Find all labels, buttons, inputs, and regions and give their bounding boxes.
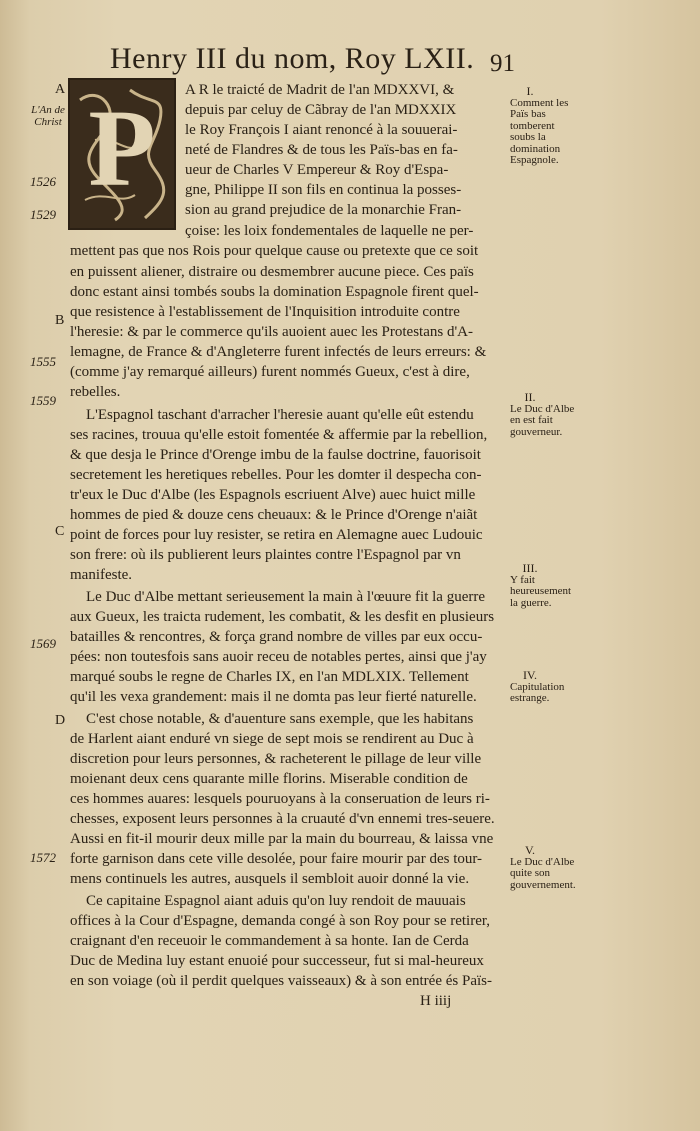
- text-line: & que desja le Prince d'Orenge imbu de la faulse doctrine, fauorisoit: [70, 447, 481, 463]
- svg-text:P: P: [88, 87, 156, 209]
- text-line: Duc de Medina luy estant enuoié pour successeur, fut si mal-heureux: [70, 953, 484, 969]
- note-number: IV.: [522, 668, 538, 682]
- margin-note-year-heading: L'An de Christ: [31, 104, 65, 128]
- text-line: gne, Philippe II son fils en continua la posses-: [185, 182, 462, 198]
- margin-letter-a: A: [55, 82, 66, 97]
- note-text: Le Duc d'Albe quite son gouvernement.: [510, 855, 576, 891]
- text-line: hommes de pied & douze cens cheuaux: & le Prince d'Orenge n'aiãt: [70, 507, 478, 523]
- text-line: aux Gueux, les traicta rudement, les combatit, & les desfit en plusieurs: [70, 609, 495, 625]
- note-number: V.: [524, 843, 536, 857]
- note-number: II.: [524, 390, 536, 404]
- text-line: depuis par celuy de Cãbray de l'an MDXXIX: [185, 102, 457, 118]
- text-line: l'heresie: & par le commerce qu'ils auoient auec les Protestans d'A-: [70, 324, 473, 340]
- text-line: offices à la Cour d'Espagne, demanda congé à son Roy pour se retirer,: [70, 913, 491, 929]
- text-line: qu'il les vexa grandement: mais il ne domta pas leur fierté naturelle.: [70, 689, 477, 705]
- catchword-signature: H iiij: [420, 993, 452, 1009]
- text-line: rebelles.: [70, 384, 121, 400]
- margin-note-1: [510, 86, 580, 167]
- text-line: forte garnison dans cete ville desolée, pour faire mourir par des tour-: [70, 851, 483, 867]
- margin-year: 1555: [30, 354, 56, 369]
- text-line: A R le traicté de Madrit de l'an MDXXVI, &: [185, 82, 455, 98]
- decorated-initial-p: [68, 78, 176, 230]
- text-line: Aussi en fit-il mourir deux mille par la main du bourreau, & laissa vne: [70, 831, 494, 847]
- margin-year: 1572: [30, 850, 56, 865]
- note-text: Comment les Païs bas tomberent soubs la domination Espagnole.: [510, 96, 569, 166]
- margin-year: 1559: [30, 393, 56, 408]
- text-line: Ce capitaine Espagnol aiant aduis qu'on luy rendoit de mauuais: [86, 893, 466, 909]
- text-line: manifeste.: [70, 567, 133, 583]
- margin-note-3: [510, 563, 580, 609]
- note-text: Le Duc d'Albe en est fait gouverneur.: [510, 402, 575, 438]
- text-line: pées: non toutesfois sans auoir receu de notables pertes, ainsi que j'ay: [70, 649, 487, 665]
- text-line: craignant d'en receuoir le commandement à sa honte. Ian de Cerda: [70, 933, 469, 949]
- margin-note-4: [510, 670, 580, 705]
- text-line: lemagne, de France & d'Angleterre furent infectés de leurs erreurs: &: [70, 344, 487, 360]
- text-line: marqué soubs le regne de Charles IX, en l'an MDLXIX. Tellement: [70, 669, 469, 685]
- margin-note-2: [510, 392, 580, 438]
- text-line: discretion pour leurs personnes, & racheterent le pillage de leur ville: [70, 751, 482, 767]
- text-line: neté de Flandres & de tous les Païs-bas en fa-: [185, 142, 458, 158]
- running-title: Henry III du nom, Roy LXII.: [110, 42, 475, 75]
- text-line: en son voiage (où il perdit quelques vaisseaux) & à son entrée és Païs-: [70, 973, 492, 989]
- text-line: mettent pas que nos Rois pour quelque cause ou pretexte que ce soit: [70, 243, 479, 259]
- text-line: ses racines, trouua qu'elle estoit fomentée & affermie par la rebellion,: [70, 427, 488, 443]
- text-line: secretement les heretiques rebelles. Pour les domter il despecha con-: [70, 467, 482, 483]
- margin-note-5: [510, 845, 580, 891]
- margin-year: 1526: [30, 174, 56, 189]
- text-line: çoise: les loix fondementales de laquelle ne per-: [185, 223, 474, 239]
- text-line: de Harlent aiant enduré vn siege de sept mois se rendirent au Duc à: [70, 731, 474, 747]
- margin-letter-c: C: [55, 524, 65, 539]
- text-line: moienant deux cens quarante mille florins. Miserable condition de: [70, 771, 468, 787]
- text-line: point de forces pour luy resister, se retira en Alemagne auec Ludouic: [70, 527, 483, 543]
- note-number: I.: [526, 84, 534, 98]
- text-line: chesses, exposent leurs personnes à la cruauté d'vn ennemi tres-seuere.: [70, 811, 495, 827]
- text-line: Le Duc d'Albe mettant serieusement la main à l'œuure fit la guerre: [86, 589, 486, 605]
- margin-year: 1569: [30, 636, 56, 651]
- note-text: Y fait heureusement la guerre.: [510, 573, 572, 609]
- folio-number: 91: [490, 50, 515, 77]
- text-line: tr'eux le Duc d'Albe (les Espagnols escriuent Alve) auec huict mille: [70, 487, 476, 503]
- margin-year: 1529: [30, 207, 56, 222]
- text-line: mens continuels les autres, ausquels il sembloit auoir donné la vie.: [70, 871, 470, 887]
- text-line: le Roy François I aiant renoncé à la souuerai-: [185, 122, 458, 138]
- margin-letter-d: D: [55, 713, 66, 728]
- note-number: III.: [522, 561, 538, 575]
- text-line: L'Espagnol taschant d'arracher l'heresie auant qu'elle eût estendu: [86, 407, 474, 423]
- text-line: ueur de Charles V Empereur & Roy d'Espa-: [185, 162, 449, 178]
- note-text: Capitulation estrange.: [510, 680, 565, 704]
- text-line: C'est chose notable, & d'auenture sans exemple, que les habitans: [86, 711, 474, 727]
- text-line: donc estant ainsi tombés soubs la domination Espagnole firent quel-: [70, 284, 479, 300]
- text-line: (comme j'ay remarqué ailleurs) furent nommés Gueux, c'est à dire,: [70, 364, 470, 380]
- text-line: en puissent aliener, distraire ou desmembrer aucune piece. Ces païs: [70, 264, 474, 280]
- text-line: ces hommes auares: lesquels pouruoyans à la conseruation de leurs ri-: [70, 791, 490, 807]
- text-line: son frere: où ils publierent leurs plaintes contre l'Espagnol par vn: [70, 547, 461, 563]
- text-line: sion au grand prejudice de la monarchie Fran-: [185, 202, 462, 218]
- margin-letter-b: B: [55, 313, 65, 328]
- text-line: que resistence à l'establissement de l'Inquisition introduite contre: [70, 304, 460, 320]
- text-line: batailles & rencontres, & força grand nombre de villes par eux occu-: [70, 629, 483, 645]
